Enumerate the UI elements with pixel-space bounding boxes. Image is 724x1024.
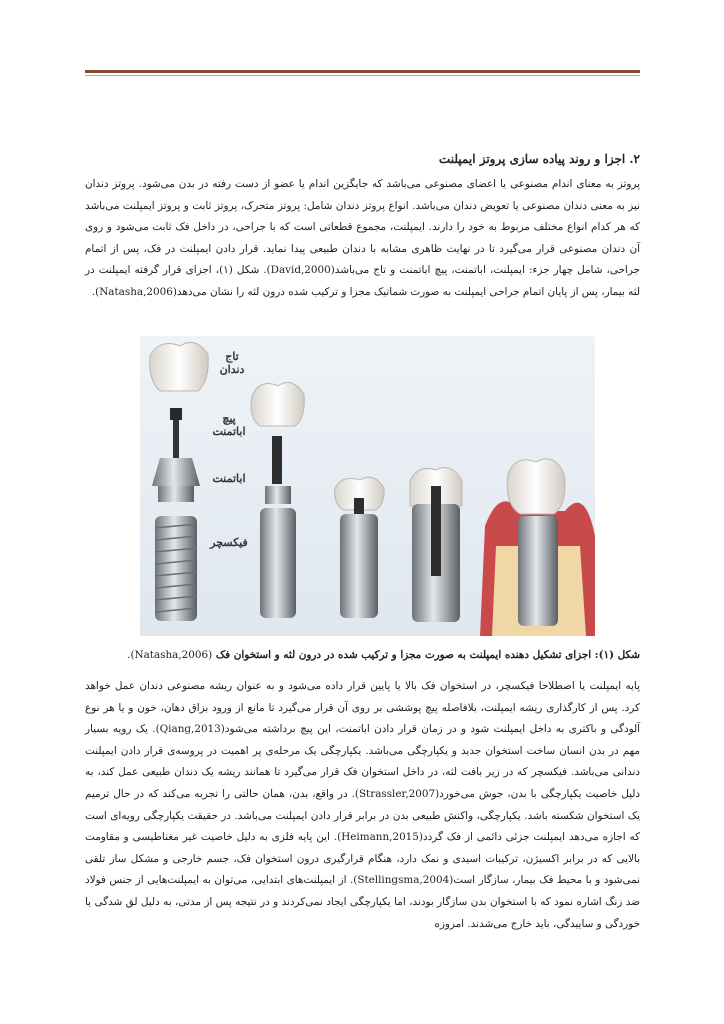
assembly-cross-section: [410, 468, 462, 622]
assembly-step-1: [251, 382, 304, 618]
label-fixture: فیکسچر: [210, 536, 248, 549]
label-abutment: اباتمنت: [212, 472, 246, 485]
implant-illustration: [140, 336, 595, 636]
caption-citation: (Natasha,2006).: [127, 649, 213, 661]
label-crown: تاج دندان: [219, 350, 245, 376]
header-rule: [85, 70, 640, 73]
paragraph-2: پایه ایمپلنت یا اصطلاحا فیکسچر، در استخوان فک بالا یا پایین قرار داده می‌شود و به عنوان ریشه مصنوعی دندان عمل خواهد کرد. پس از کارگذاری ریشه ایمپلنت، بلافاصله پیچ پوششی بر روی آن قرار می‌گیرد تا مانع از ورود بزاق دهان، خون و یا هر نوع آلودگی و باکتری به داخل ایمپلنت شود و در زمان قرار دادن اباتمنت، این پیچ برداشته می‌شود(Qiang,2013). یک رویه بسیار مهم در بدن انسان ساخت استخوان جدید و یکپارچگی می‌باشد. یکپارچگی یک مرحله‌ی پر اهمیت در پروسه‌ی قرار دادن ایمپلنت دندانی می‌باشد. فیکسچر که در زیر بافت لثه، در داخل استخوان فک قرار می‌گیرد تا همانند ریشه یک دندان طبیعی عمل کند، به دلیل خاصیت یکپارچگی با بدن، جوش می‌خورد(Strassler,2007). در واقع، بدن، همان حالتی را تجربه می‌کند که در حال ترمیم یک استخوان شکسته باشد. یکپارچگی، واکنش طبیعی بدن در برابر قرار دادن ایمپلنت می‌باشد. در حقیقت یکپارچگی رویه‌ای است که اجازه می‌دهد ایمپلنت جزئی دائمی از فک گردد(Heimann,2015). این پایه فلزی به دلیل خاصیت غیر مغناطیسی و مقاومت بالایی که در برابر اکسیژن، ترکیبات اسیدی و نمک دارد، هنگام قرارگیری درون استخوان فک، جسم خارجی و مشکل ساز تلقی نمی‌شود و با محیط فک بیمار، سازگار است(Stellingsma,2004). از ایمپلنت‌های ابتدایی، می‌توان به ایمپلنت‌هایی از جنس فولاد ضد زنگ اشاره نمود که با استخوان بدن سازگار بودند، اما یکپارچگی ایجاد نمی‌کردند و در نتیجه پس از مدتی، به دلیل لق شدگی یا خوردگی و ساییدگی، باید خارج می‌شدند. امروزه: [85, 680, 641, 930]
screw-separate: [170, 408, 182, 460]
crown-separate: [150, 342, 209, 391]
abutment-separate: [152, 458, 200, 502]
label-screw: پیچ اباتمنت: [212, 412, 246, 438]
section-title: ۲. اجزا و روند پیاده سازی پروتز ایمپلنت: [438, 152, 640, 166]
body-text-2: [85, 676, 640, 935]
implant-figure: [140, 336, 595, 636]
figure-caption: [85, 647, 640, 663]
paragraph-1: پروتز به معنای اندام مصنوعی یا اعضای مصنوعی می‌باشد که جایگزین اندام یا عضو از دست رفته در بدن می‌شود. پروتز دندان نیز به معنی دندان مصنوعی یا تعویض دندان می‌باشد. انواع پروتز دندان شامل: پروتز متحرک، پروتز ثابت و پروتز ایمپلنت می‌باشد که هر کدام انواع مختلف مربوط به خود را دارند. ایمپلنت، مجموع قطعاتی است که با جراحی، در داخل فک ثابت می‌شود و روی آن دندان مصنوعی قرار می‌گیرد تا در نهایت ظاهری مشابه با دندان طبیعی پیدا نماید. قرار دادن ایمپلنت در فک، پس از اتمام جراحی، شامل چهار جزء: ایمپلنت، اباتمنت، پیچ اباتمنت و تاج می‌باشد(David,2000). شکل (۱)، اجزای قرار گرفته ایمپلنت در لثه بیمار، پس از پایان اتمام جراحی ایمپلنت به صورت شماتیک مجزا و ترکیب شده درون لثه را نشان می‌دهد(Natasha,2006).: [85, 178, 640, 298]
implant-in-bone: [480, 459, 595, 636]
header-rule-thin: [85, 75, 640, 76]
section-body: [85, 150, 640, 304]
assembly-step-2: [335, 477, 384, 618]
fixture-separate: [155, 516, 197, 621]
caption-text: شکل (۱): اجزای تشکیل دهنده ایمپلنت به صورت مجزا و ترکیب شده در درون لثه و استخوان فک: [215, 649, 640, 661]
